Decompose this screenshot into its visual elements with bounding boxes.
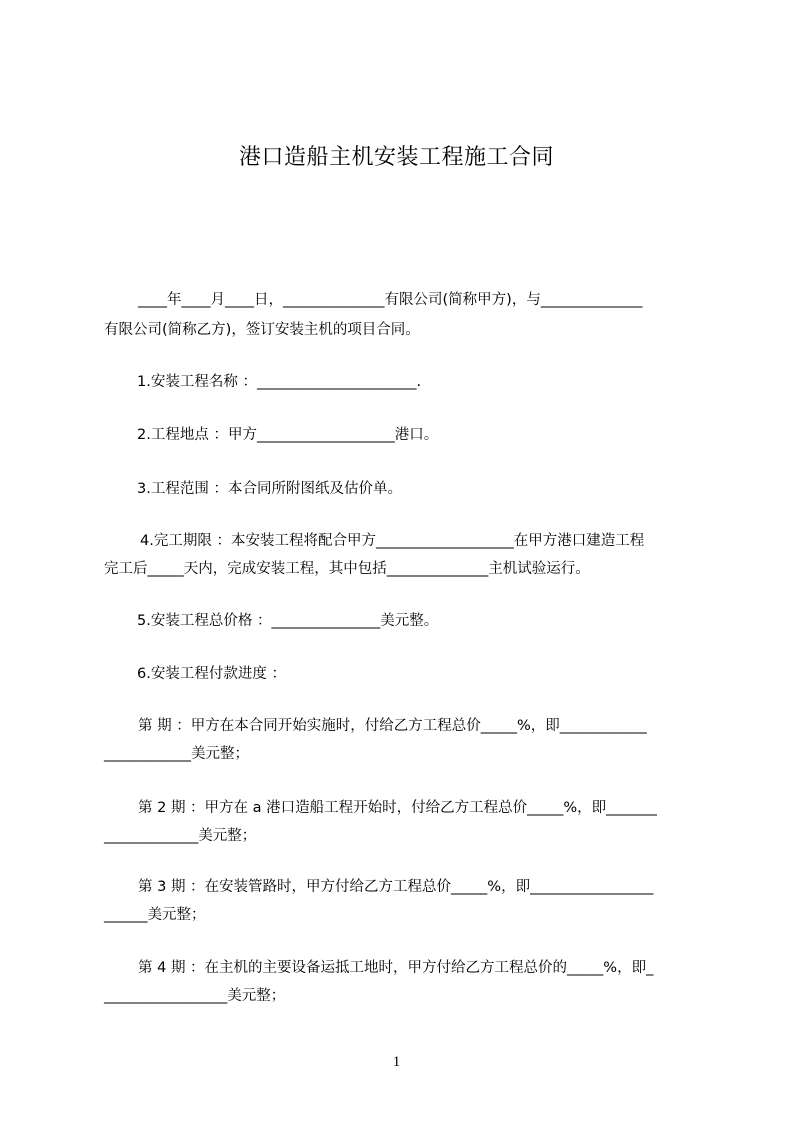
clause-4-deadline-line-2: 完工后_____天内，完成安装工程，其中包括______________主机试验运行。 bbox=[104, 561, 590, 577]
payment-phase-3-line-1: 第 3 期 ：在安装管路时，甲方付给乙方工程总价_____%，即_________________ bbox=[138, 879, 654, 895]
intro-line-1: ____年____月____日，______________有限公司(简称甲方)，与______________ bbox=[138, 292, 643, 308]
intro-line-2: 有限公司(简称乙方)，签订安装主机的项目合同。 bbox=[104, 322, 420, 338]
clause-4-deadline-line-1: 4.完工期限 ：本安装工程将配合甲方___________________在甲方港口建造工程 bbox=[140, 533, 645, 549]
clause-6-payment-schedule: 6.安装工程付款进度 ： bbox=[137, 666, 286, 682]
payment-phase-4-line-2: _________________美元整； bbox=[104, 988, 286, 1004]
payment-phase-2-line-2: _____________美元整； bbox=[104, 828, 257, 844]
payment-phase-2-line-1: 第 2 期 ：甲方在 a 港口造船工程开始时，付给乙方工程总价_____%，即_______ bbox=[138, 800, 657, 816]
document-title: 港口造船主机安装工程施工合同 bbox=[238, 145, 554, 170]
clause-3-project-scope: 3.工程范围 ：本合同所附图纸及估价单。 bbox=[137, 481, 402, 497]
payment-phase-4-line-1: 第 4 期 ：在主机的主要设备运抵工地时，甲方付给乙方工程总价的_____%，即_ bbox=[138, 960, 654, 976]
clause-2-project-location: 2.工程地点 ：甲方___________________港口。 bbox=[137, 427, 439, 443]
clause-5-total-price: 5.安装工程总价格 ：_______________美元整。 bbox=[137, 613, 439, 629]
page-number: 1 bbox=[392, 1054, 401, 1070]
payment-phase-1-line-1: 第 期 ：甲方在本合同开始实施时，付给乙方工程总价_____%，即____________ bbox=[138, 718, 647, 734]
payment-phase-3-line-2: ______美元整； bbox=[104, 907, 206, 923]
clause-1-project-name: 1.安装工程名称 ：______________________. bbox=[137, 374, 422, 390]
payment-phase-1-line-2: ____________美元整； bbox=[104, 746, 249, 762]
